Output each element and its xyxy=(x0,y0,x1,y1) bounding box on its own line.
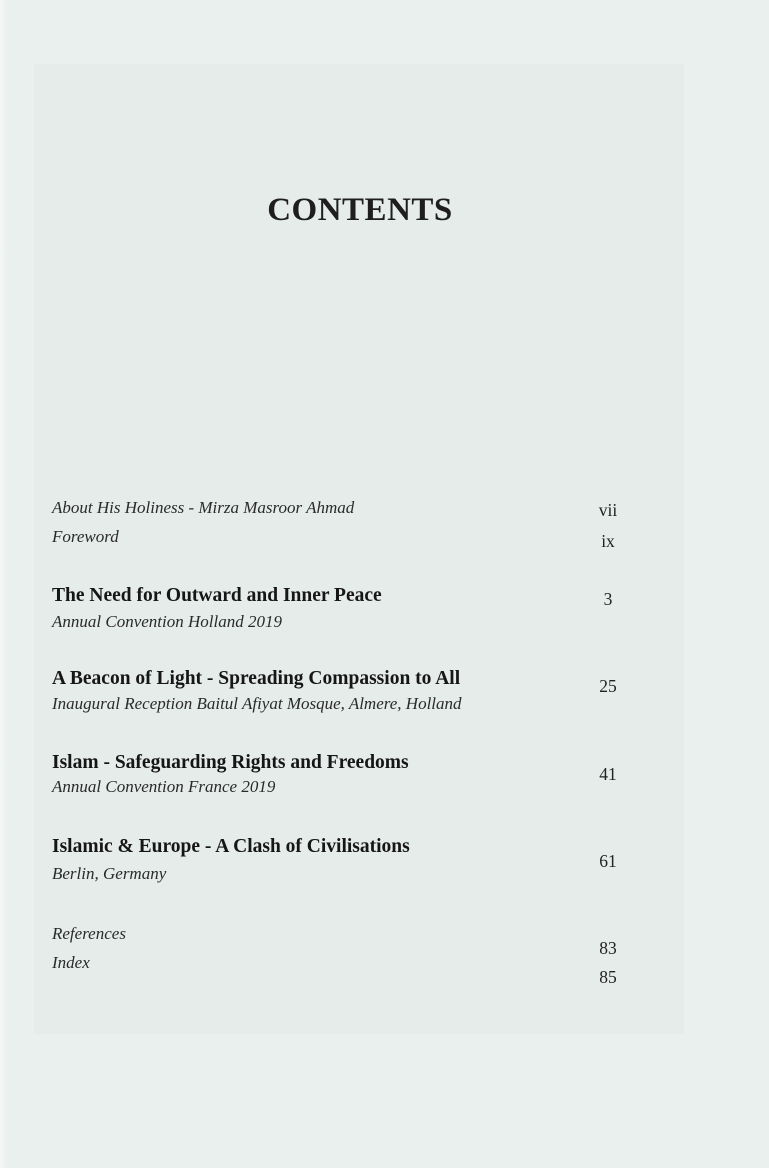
chapter-3-title: Islam - Safeguarding Rights and Freedoms xyxy=(52,752,409,773)
contents-heading: CONTENTS xyxy=(267,192,453,228)
front-matter-foreword-page: ix xyxy=(601,531,615,551)
chapter-4-title: Islamic & Europe - A Clash of Civilisations xyxy=(52,836,410,857)
chapter-1-title: The Need for Outward and Inner Peace xyxy=(52,585,382,606)
front-matter-foreword-label: Foreword xyxy=(52,527,119,546)
back-matter-references-label: References xyxy=(52,924,126,943)
chapter-2-page: 25 xyxy=(599,676,617,696)
page-edge xyxy=(0,0,8,1168)
chapter-1-page: 3 xyxy=(603,589,613,609)
front-matter-about-page: vii xyxy=(598,500,618,520)
chapter-4-subtitle: Berlin, Germany xyxy=(52,864,167,883)
chapter-2-subtitle: Inaugural Reception Baitul Afiyat Mosque, Almere, Holland xyxy=(52,694,462,713)
back-matter-index-page: 85 xyxy=(599,967,617,987)
chapter-3-page: 41 xyxy=(599,764,617,784)
chapter-4-page: 61 xyxy=(599,851,617,871)
back-matter-index-label: Index xyxy=(52,953,90,972)
front-matter-about-label: About His Holiness - Mirza Masroor Ahmad xyxy=(52,498,355,517)
chapter-1-subtitle: Annual Convention Holland 2019 xyxy=(52,612,282,631)
back-matter-references-page: 83 xyxy=(599,938,617,958)
chapter-2-title: A Beacon of Light - Spreading Compassion to All xyxy=(52,668,461,689)
chapter-3-subtitle: Annual Convention France 2019 xyxy=(52,777,276,796)
